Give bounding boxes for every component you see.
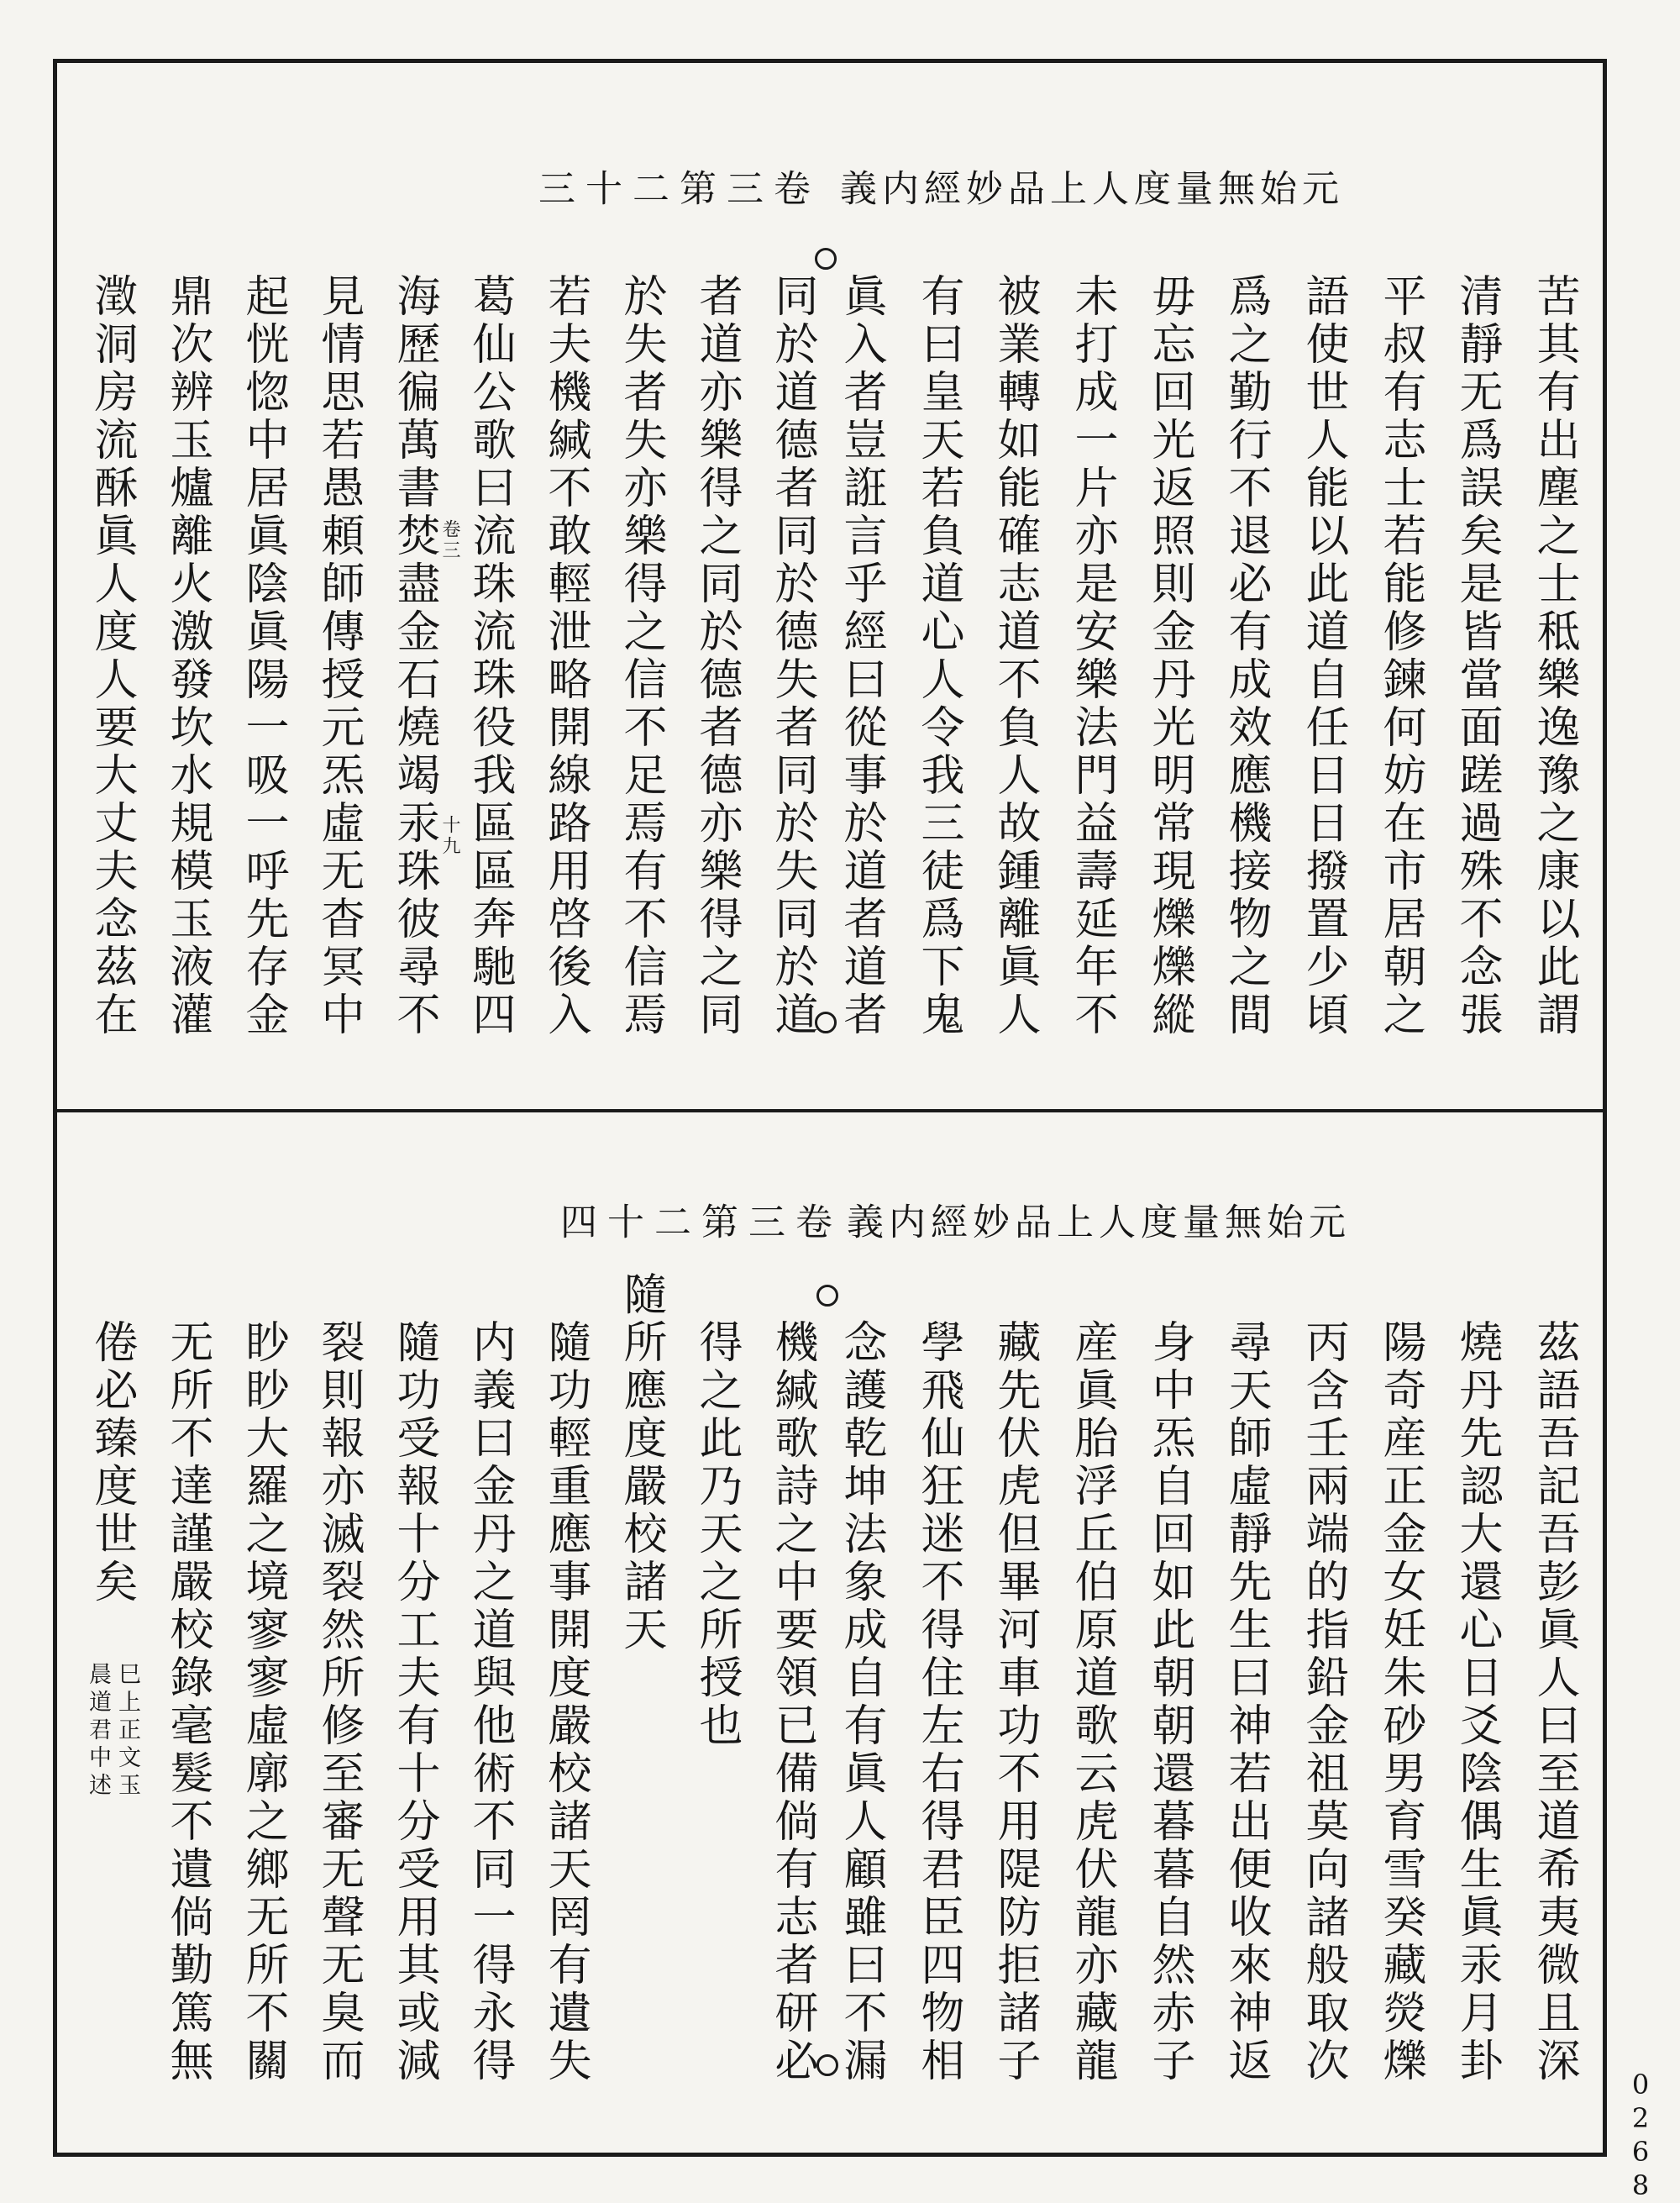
- text-column: 尋天師虛靜先生曰神若出便收來神返: [1221, 1319, 1271, 2085]
- text-column: 无所不達謹嚴校錄毫髮不遺倘勤篤無: [162, 1319, 213, 2085]
- text-column: 苦其有出塵之士秪樂逸豫之康以此謂: [1529, 273, 1579, 1039]
- text-column: 有曰皇天若負道心人令我三徒爲下鬼: [913, 273, 963, 1039]
- text-column: 於失者失亦樂得之信不足焉有不信焉: [616, 273, 666, 1039]
- text-column: 裂則報亦滅裂然所修至審无聲无臭而: [313, 1319, 364, 2085]
- text-column: 爲之勤行不退必有成效應機接物之間: [1221, 273, 1271, 1039]
- text-column: 學飛仙狂迷不得住左右得君臣四物相: [913, 1319, 963, 2085]
- text-column: 澂洞房流酥眞人度人要大丈夫念茲在: [87, 273, 137, 1039]
- text-column: 茲語吾記吾彭眞人曰至道希夷微且深: [1529, 1319, 1579, 2085]
- text-column: 者道亦樂得之同於德者德亦樂得之同: [691, 273, 742, 1039]
- text-column: 隨功受報十分工夫有十分受用其或減: [389, 1319, 439, 2085]
- text-column: 内義曰金丹之道與他術不同一得永得: [465, 1319, 515, 2085]
- text-column: 海歷徧萬書焚盡金石燒竭汞珠彼尋不: [389, 273, 439, 1039]
- page-number: 0268: [1625, 2069, 1656, 2203]
- running-title: 元始無量度人上品妙經内義: [833, 169, 1338, 206]
- text-column: 陽奇産正金女妊朱砂男育雪癸藏熒爍: [1375, 1319, 1425, 2085]
- text-column: 起恍惚中居眞陰眞陽一吸一呼先存金: [238, 273, 288, 1039]
- margin-note-volume: 卷三: [439, 519, 460, 561]
- text-column: 語使世人能以此道自任日日撥置少頃: [1298, 273, 1348, 1039]
- circle-mark: [816, 1285, 838, 1307]
- text-column: 毋忘回光返照則金丹光明常現爍爍縱: [1144, 273, 1194, 1039]
- text-column: 清靜无爲誤矣是皆當面蹉過殊不念張: [1452, 273, 1502, 1039]
- text-column: 藏先伏虎但畢河車功不用隄防拒諸子: [990, 1319, 1040, 2085]
- text-column: 眇眇大羅之境寥寥虛廓之鄉无所不關: [238, 1319, 288, 2085]
- text-column: 見情思若愚頼師傳授元炁虛无杳冥中: [313, 273, 364, 1039]
- text-column: 鼎次辨玉爐離火激發坎水規模玉液灌: [162, 273, 213, 1039]
- text-column: 丙含壬兩端的指鉛金祖莫向諸般取次: [1298, 1319, 1348, 2085]
- running-title: 元始無量度人上品妙經内義: [840, 1202, 1345, 1239]
- text-column: 機緘歌詩之中要領已備倘有志者研必: [767, 1319, 817, 2085]
- text-column: 燒丹先認大還心日爻陰偶生眞汞月卦: [1452, 1319, 1502, 2085]
- text-column: 被業轉如能確志道不負人故鍾離眞人: [990, 273, 1040, 1039]
- interlinear-note-right: 巳上正文玉: [114, 1662, 140, 1801]
- text-column: 葛仙公歌曰流珠流珠役我區區奔馳四: [465, 273, 515, 1039]
- text-column: 身中炁自回如此朝朝還暮暮自然赤子: [1144, 1319, 1194, 2085]
- circle-mark: [815, 248, 837, 270]
- section-label: 卷三第二十三: [532, 169, 810, 206]
- section-label: 卷三第二十四: [554, 1202, 832, 1239]
- text-column: 隨功輕重應事開度嚴校諸天罔有遺失: [540, 1319, 591, 2085]
- interlinear-note-left: 晨道君中述: [85, 1662, 111, 1801]
- text-column: 平叔有志士若能修鍊何妨在市居朝之: [1375, 273, 1425, 1039]
- text-column: 得之此乃天之所授也: [691, 1319, 742, 1750]
- text-column: 同於道德者同於德失者同於失同於道: [767, 273, 817, 1039]
- panel-separator: [53, 1109, 1607, 1112]
- scripture-heading-column: 隨所應度嚴校諸天: [616, 1271, 666, 1654]
- text-column: 倦必臻度世矣: [87, 1319, 137, 1606]
- margin-note-leaf: 十九: [439, 815, 460, 857]
- text-column: 眞入者豈誑言乎經曰從事於道者道者: [836, 273, 886, 1039]
- text-column: 念護乾坤法象成自有眞人顧雖曰不漏: [836, 1319, 886, 2085]
- text-column: 産眞胎浮丘伯原道歌云虎伏龍亦藏龍: [1067, 1319, 1117, 2085]
- text-column: 若夫機緘不敢輕泄略開線路用啓後入: [540, 273, 591, 1039]
- text-column: 未打成一片亦是安樂法門益壽延年不: [1067, 273, 1117, 1039]
